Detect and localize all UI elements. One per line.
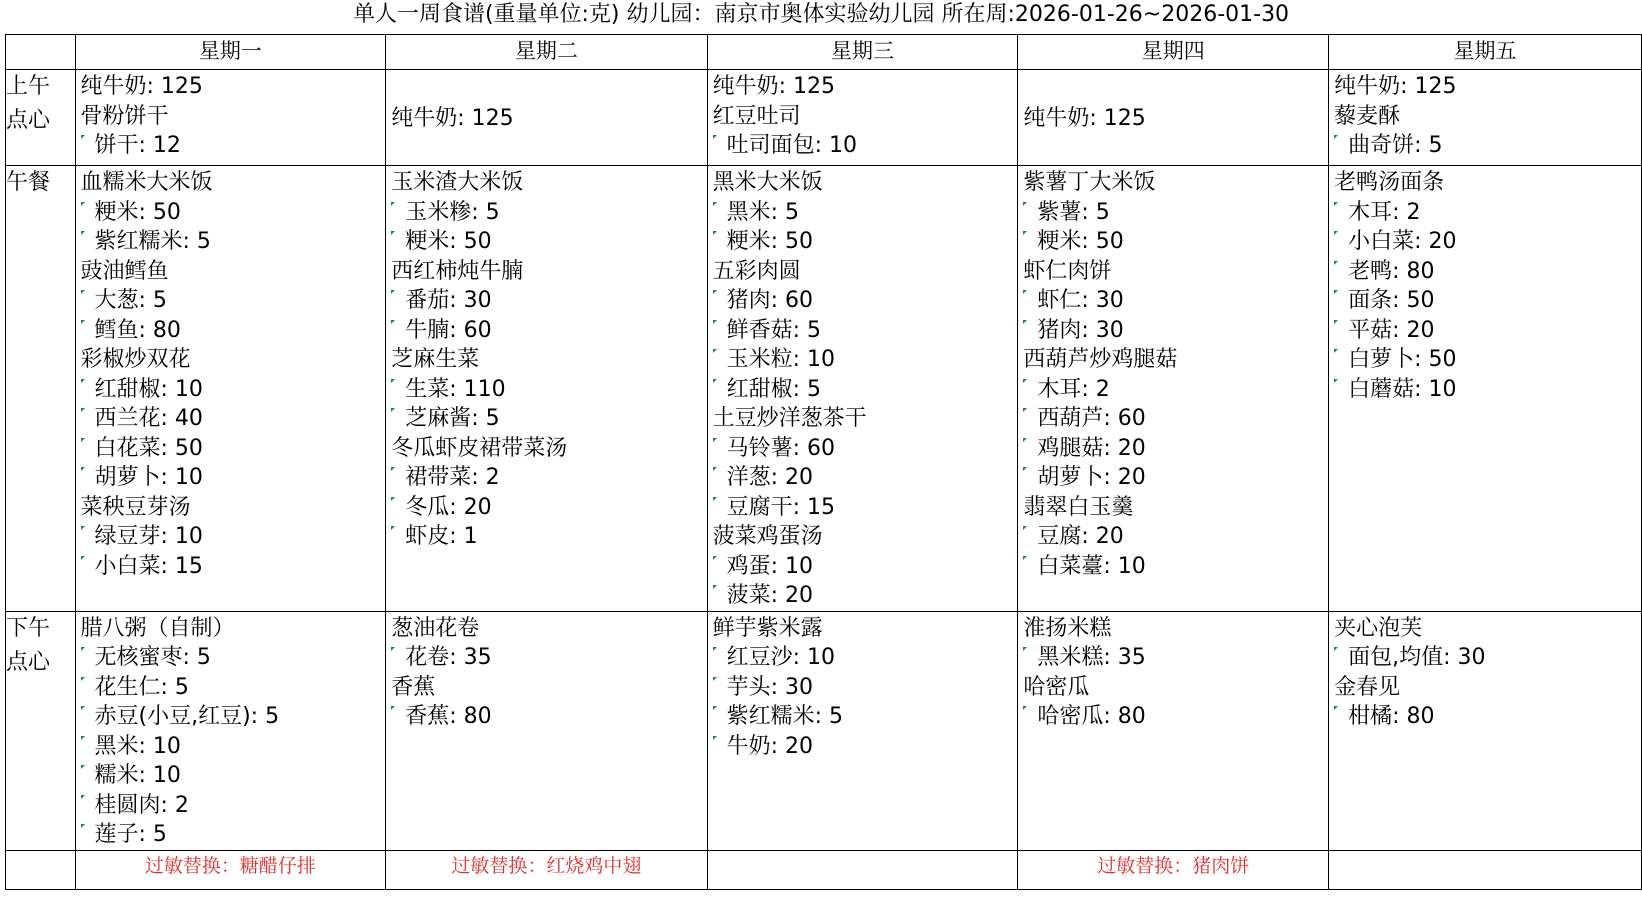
dish-name: 豉油鳕鱼 — [80, 258, 169, 284]
ingredient-line: 芋头: 30 — [713, 673, 1018, 703]
day-header: 星期二 — [386, 35, 707, 70]
ingredient-line: 白菜薹: 10 — [1023, 552, 1328, 582]
ingredient-line: 老鸭: 80 — [1334, 257, 1641, 287]
menu-cell — [1329, 166, 1642, 612]
row-label-lunch — [6, 166, 76, 612]
ingredient-line: 无核蜜枣: 5 — [81, 643, 386, 673]
ingredient-line: 虾皮: 1 — [391, 522, 706, 552]
ingredient-line: 番茄: 30 — [391, 286, 706, 316]
ingredient-line: 西葫芦: 60 — [1023, 404, 1328, 434]
dish-name: 菜秧豆芽汤 — [80, 494, 191, 520]
dish-name: 黑米大米饭 — [712, 170, 823, 195]
ingredient-line: 柑橘: 80 — [1334, 702, 1641, 732]
allergy-row — [6, 850, 1642, 889]
ingredient-line: 猪肉: 60 — [713, 286, 1018, 316]
menu-cell — [386, 70, 707, 166]
ingredient-line: 白花菜: 50 — [81, 434, 386, 464]
ingredient-line: 饼干: 12 — [81, 131, 386, 161]
dish-name: 红豆吐司 — [712, 103, 801, 129]
dish-name: 葱油花卷 — [391, 615, 480, 641]
ingredient-line: 粳米: 50 — [391, 227, 706, 257]
ingredient-line: 绿豆芽: 10 — [81, 522, 386, 552]
allergy-label-cell — [6, 850, 76, 889]
menu-cell — [1329, 611, 1642, 850]
dish-name: 彩椒炒双花 — [80, 347, 191, 372]
dish-name: 五彩肉圆 — [712, 258, 801, 284]
row-label-line: 午餐 — [6, 170, 51, 195]
ingredient-line: 马铃薯: 60 — [713, 434, 1018, 464]
afternoon-snack-row — [6, 611, 1642, 850]
ingredient-line: 平菇: 20 — [1334, 316, 1641, 346]
menu-cell — [1329, 70, 1642, 166]
ingredient-line: 玉米糁: 5 — [391, 198, 706, 228]
ingredient-line: 洋葱: 20 — [713, 463, 1018, 493]
dish-name: 紫薯丁大米饭 — [1023, 170, 1156, 195]
ingredient-line: 鳕鱼: 80 — [81, 316, 386, 346]
dish-name: 老鸭汤面条 — [1334, 170, 1445, 195]
ingredient-line: 鸡蛋: 10 — [713, 552, 1018, 582]
ingredient-line: 红豆沙: 10 — [713, 643, 1018, 673]
dish-name: 血糯米大米饭 — [80, 170, 213, 195]
dish-name: 藜麦酥 — [1334, 103, 1401, 129]
ingredient-line: 小白菜: 15 — [81, 552, 386, 582]
dish-name: 土豆炒洋葱茶干 — [712, 406, 867, 431]
ingredient-line: 冬瓜: 20 — [391, 493, 706, 523]
ingredient-line: 紫薯: 5 — [1023, 198, 1328, 228]
ingredient-line: 猪肉: 30 — [1023, 316, 1328, 346]
ingredient-line: 吐司面包: 10 — [713, 131, 1018, 161]
ingredient-line: 胡萝卜: 10 — [81, 463, 386, 493]
menu-cell — [386, 611, 707, 850]
ingredient-line: 桂圆肉: 2 — [81, 791, 386, 821]
menu-cell — [75, 70, 386, 166]
dish-name: 金春见 — [1334, 674, 1401, 700]
dish-name: 腊八粥（自制） — [80, 615, 235, 641]
ingredient-line: 赤豆(小豆,红豆): 5 — [81, 702, 386, 732]
row-label-line: 点心 — [6, 108, 51, 133]
day-header: 星期四 — [1018, 35, 1329, 70]
ingredient-line: 白蘑菇: 10 — [1334, 375, 1641, 405]
ingredient-line: 黑米糕: 35 — [1023, 643, 1328, 673]
ingredient-line: 香蕉: 80 — [391, 702, 706, 732]
row-label-line: 点心 — [6, 649, 51, 675]
allergy-note: 过敏替换：糖醋仔排 — [75, 850, 386, 889]
dish-name: 夹心泡芙 — [1334, 615, 1423, 641]
ingredient-line: 黑米: 10 — [81, 732, 386, 762]
dish-name: 纯牛奶: 125 — [80, 74, 203, 99]
ingredient-line: 红甜椒: 5 — [713, 375, 1018, 405]
ingredient-line: 粳米: 50 — [713, 227, 1018, 257]
ingredient-line: 黑米: 5 — [713, 198, 1018, 228]
ingredient-line: 哈密瓜: 80 — [1023, 702, 1328, 732]
dish-name: 冬瓜虾皮裙带菜汤 — [391, 435, 568, 461]
dish-name: 翡翠白玉羹 — [1023, 494, 1134, 520]
dish-name: 纯牛奶: 125 — [391, 106, 514, 131]
allergy-note: 过敏替换：红烧鸡中翅 — [386, 850, 707, 889]
ingredient-line: 大葱: 5 — [81, 286, 386, 316]
dish-name: 西葫芦炒鸡腿菇 — [1023, 347, 1178, 372]
ingredient-line: 糯米: 10 — [81, 761, 386, 791]
ingredient-line: 粳米: 50 — [1023, 227, 1328, 257]
dish-name: 鲜芋紫米露 — [712, 615, 823, 641]
ingredient-line: 白萝卜: 50 — [1334, 345, 1641, 375]
morning-snack-row — [6, 70, 1642, 166]
ingredient-line: 牛奶: 20 — [713, 732, 1018, 762]
day-header: 星期三 — [707, 35, 1018, 70]
ingredient-line: 花卷: 35 — [391, 643, 706, 673]
dish-name: 纯牛奶: 125 — [1334, 74, 1457, 99]
header-row — [6, 35, 1642, 70]
menu-cell — [707, 611, 1018, 850]
ingredient-line: 曲奇饼: 5 — [1334, 131, 1641, 161]
row-label-line: 下午 — [6, 615, 51, 641]
dish-name: 淮扬米糕 — [1023, 615, 1112, 641]
ingredient-line: 玉米粒: 10 — [713, 345, 1018, 375]
allergy-note: 过敏替换：猪肉饼 — [1018, 850, 1329, 889]
dish-name: 菠菜鸡蛋汤 — [712, 524, 823, 549]
dish-name: 西红柿炖牛腩 — [391, 258, 524, 284]
ingredient-line: 鸡腿菇: 20 — [1023, 434, 1328, 464]
ingredient-line: 虾仁: 30 — [1023, 286, 1328, 316]
row-label-morning — [6, 70, 76, 166]
menu-cell — [707, 70, 1018, 166]
dish-name: 玉米渣大米饭 — [391, 170, 524, 195]
ingredient-line: 菠菜: 20 — [713, 581, 1018, 611]
ingredient-line: 鲜香菇: 5 — [713, 316, 1018, 346]
allergy-note — [1329, 850, 1642, 889]
menu-cell — [707, 166, 1018, 612]
ingredient-line: 花生仁: 5 — [81, 673, 386, 703]
ingredient-line: 红甜椒: 10 — [81, 375, 386, 405]
ingredient-line: 粳米: 50 — [81, 198, 386, 228]
ingredient-line: 紫红糯米: 5 — [713, 702, 1018, 732]
row-label-line: 上午 — [6, 74, 51, 99]
menu-cell — [1018, 166, 1329, 612]
corner-cell — [6, 35, 76, 70]
ingredient-line: 豆腐: 20 — [1023, 522, 1328, 552]
day-header: 星期一 — [75, 35, 386, 70]
ingredient-line: 面条: 50 — [1334, 286, 1641, 316]
ingredient-line: 生菜: 110 — [391, 375, 706, 405]
lunch-row — [6, 166, 1642, 612]
ingredient-line: 木耳: 2 — [1023, 375, 1328, 405]
menu-cell — [386, 166, 707, 612]
ingredient-line: 莲子: 5 — [81, 820, 386, 850]
ingredient-line: 紫红糯米: 5 — [81, 227, 386, 257]
ingredient-line: 木耳: 2 — [1334, 198, 1641, 228]
weekly-menu-table — [5, 34, 1642, 890]
ingredient-line: 西兰花: 40 — [81, 404, 386, 434]
dish-name: 芝麻生菜 — [391, 347, 480, 372]
dish-name: 纯牛奶: 125 — [712, 74, 835, 99]
row-label-afternoon — [6, 611, 76, 850]
ingredient-line: 面包,均值: 30 — [1334, 643, 1641, 673]
dish-name: 虾仁肉饼 — [1023, 258, 1112, 284]
menu-cell — [1018, 611, 1329, 850]
page-title: 单人一周食谱(重量单位:克) 幼儿园：南京市奥体实验幼儿园 所在周:2026-01-26~2026-01-30 — [352, 2, 1290, 27]
dish-name: 哈密瓜 — [1023, 674, 1090, 700]
ingredient-line: 胡萝卜: 20 — [1023, 463, 1328, 493]
allergy-note — [707, 850, 1018, 889]
ingredient-line: 牛腩: 60 — [391, 316, 706, 346]
dish-name: 纯牛奶: 125 — [1023, 106, 1146, 131]
dish-name: 香蕉 — [391, 674, 436, 700]
dish-name: 骨粉饼干 — [80, 103, 169, 129]
menu-cell — [75, 166, 386, 612]
menu-cell — [1018, 70, 1329, 166]
day-header: 星期五 — [1329, 35, 1642, 70]
ingredient-line: 小白菜: 20 — [1334, 227, 1641, 257]
ingredient-line: 裙带菜: 2 — [391, 463, 706, 493]
menu-cell — [75, 611, 386, 850]
ingredient-line: 豆腐干: 15 — [713, 493, 1018, 523]
ingredient-line: 芝麻酱: 5 — [391, 404, 706, 434]
